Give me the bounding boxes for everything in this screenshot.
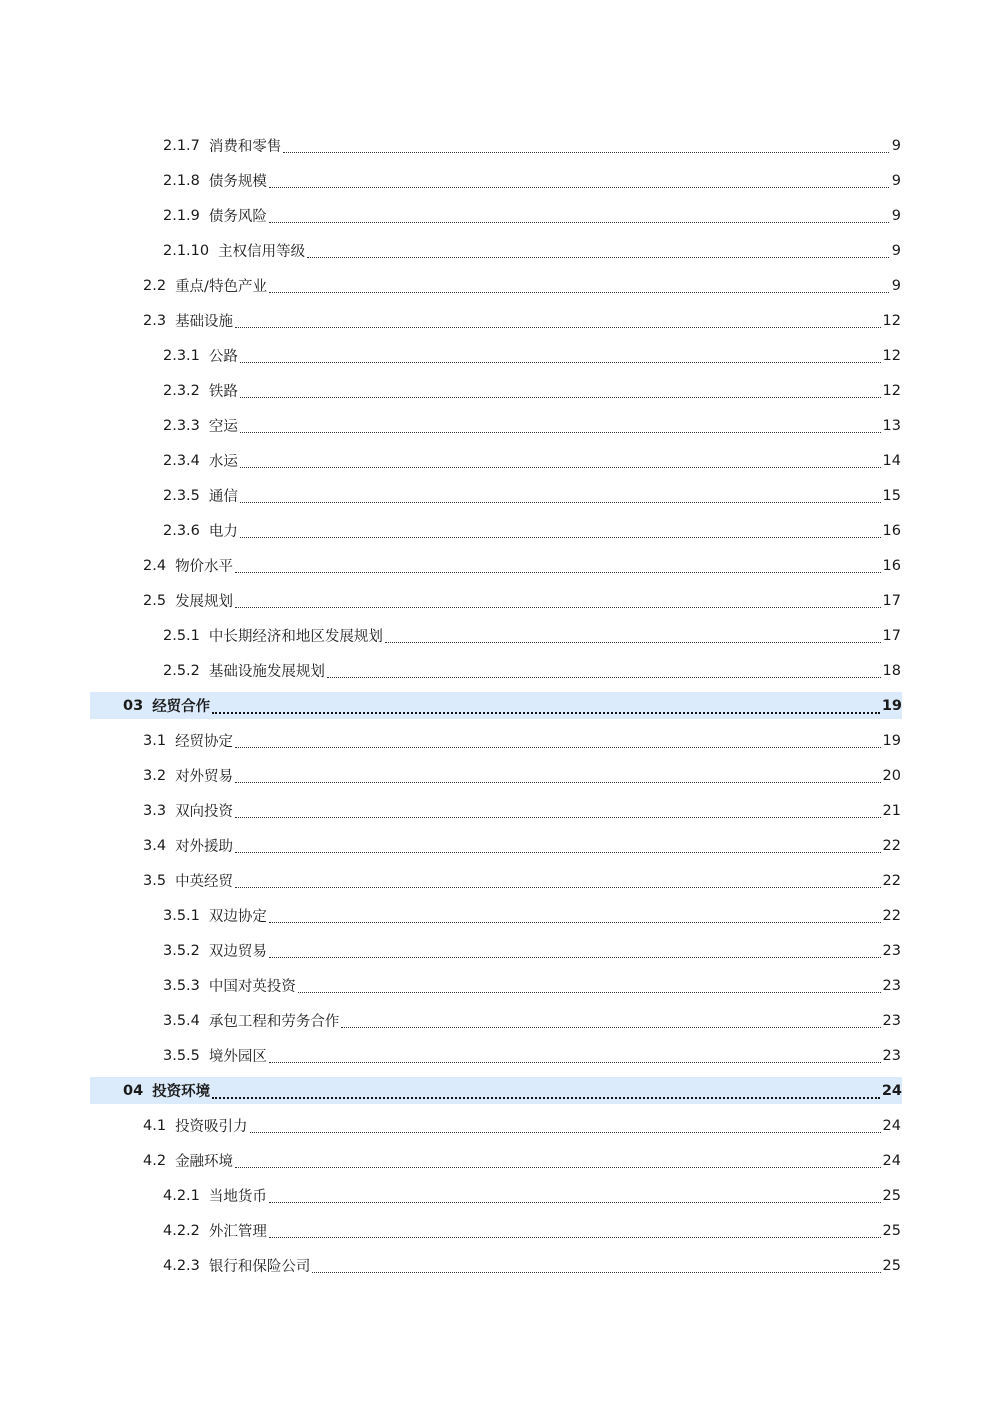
toc-entry-title: 中长期经济和地区发展规划 (208, 629, 383, 645)
toc-entry[interactable] (0, 198, 992, 233)
toc-entry-page-number: 15 (882, 487, 901, 504)
dot-leader (341, 1017, 880, 1028)
dot-leader (235, 772, 880, 783)
dot-leader (327, 667, 881, 678)
toc-entry-number: 4.2.1 (163, 1187, 200, 1204)
toc-entry-number: 2.5.1 (163, 627, 200, 644)
toc-entry-title: 银行和保险公司 (208, 1259, 311, 1275)
toc-entry-title: 基础设施发展规划 (208, 664, 325, 680)
toc-entry[interactable] (0, 1143, 992, 1178)
toc-entry[interactable] (0, 618, 992, 653)
dot-leader (269, 1192, 881, 1203)
toc-entry-page-number: 24 (881, 1082, 902, 1099)
toc-entry-title: 通信 (208, 489, 238, 505)
dot-leader (235, 807, 880, 818)
dot-leader (235, 1157, 880, 1168)
toc-entry-number: 3.5.4 (163, 1012, 200, 1029)
toc-entry-title: 债务风险 (208, 209, 267, 225)
table-of-contents (0, 128, 992, 1283)
toc-entry[interactable] (0, 1108, 992, 1143)
toc-entry-number: 2.1.10 (163, 242, 210, 259)
toc-entry[interactable] (0, 1038, 992, 1073)
toc-entry-title: 物价水平 (175, 559, 234, 575)
toc-entry-page-number: 22 (882, 837, 901, 854)
toc-entry-title: 主权信用等级 (218, 244, 306, 260)
toc-entry[interactable] (0, 548, 992, 583)
toc-entry-page-number: 22 (882, 907, 901, 924)
dot-leader (235, 842, 880, 853)
toc-entry-number: 3.5.5 (163, 1047, 200, 1064)
toc-entry-title: 经贸合作 (152, 699, 211, 715)
toc-entry-number: 2.1.9 (163, 207, 200, 224)
toc-entry-number: 3.4 (143, 837, 167, 854)
toc-entry-page-number: 21 (882, 802, 901, 819)
toc-entry-title: 公路 (208, 349, 238, 365)
toc-entry-number: 2.3.3 (163, 417, 200, 434)
toc-entry-number: 3.2 (143, 767, 167, 784)
toc-entry-title: 承包工程和劳务合作 (208, 1014, 340, 1030)
dot-leader (235, 597, 880, 608)
toc-entry-number: 2.3.1 (163, 347, 200, 364)
toc-entry-page-number: 19 (881, 697, 902, 714)
toc-entry-page-number: 25 (882, 1187, 901, 1204)
dot-leader (269, 912, 881, 923)
toc-entry[interactable] (0, 583, 992, 618)
toc-entry[interactable] (0, 1003, 992, 1038)
toc-entry-title: 投资环境 (152, 1084, 211, 1100)
toc-entry-page-number: 12 (882, 312, 901, 329)
toc-entry[interactable] (0, 443, 992, 478)
toc-entry[interactable] (0, 268, 992, 303)
dot-leader (269, 1052, 881, 1063)
toc-entry-number: 4.1 (143, 1117, 167, 1134)
toc-entry-title: 双向投资 (175, 804, 234, 820)
toc-entry-number: 04 (123, 1082, 144, 1099)
toc-entry[interactable] (0, 968, 992, 1003)
toc-entry-title: 中国对英投资 (208, 979, 296, 995)
toc-entry-title: 对外贸易 (175, 769, 234, 785)
toc-entry[interactable] (0, 723, 992, 758)
toc-entry-title: 双边贸易 (208, 944, 267, 960)
toc-entry-number: 2.3.2 (163, 382, 200, 399)
toc-entry[interactable] (0, 338, 992, 373)
toc-entry-page-number: 14 (882, 452, 901, 469)
toc-entry-page-number: 20 (882, 767, 901, 784)
dot-leader (283, 142, 889, 153)
toc-entry[interactable] (0, 898, 992, 933)
dot-leader (235, 562, 880, 573)
toc-entry-title: 重点/特色产业 (175, 279, 267, 295)
dot-leader (235, 317, 880, 328)
toc-entry-number: 2.5 (143, 592, 167, 609)
toc-entry-page-number: 16 (882, 522, 901, 539)
dot-leader (240, 492, 881, 503)
toc-entry-title: 外汇管理 (208, 1224, 267, 1240)
toc-entry[interactable] (0, 408, 992, 443)
dot-leader (212, 1087, 880, 1099)
toc-entry-page-number: 19 (882, 732, 901, 749)
toc-entry-page-number: 12 (882, 382, 901, 399)
dot-leader (240, 352, 881, 363)
toc-entry-number: 2.5.2 (163, 662, 200, 679)
toc-entry-page-number: 9 (891, 242, 901, 259)
toc-entry-page-number: 9 (891, 137, 901, 154)
toc-entry-page-number: 24 (882, 1117, 901, 1134)
toc-entry-page-number: 9 (891, 172, 901, 189)
toc-entry[interactable] (0, 933, 992, 968)
toc-entry[interactable] (0, 513, 992, 548)
toc-entry[interactable] (0, 303, 992, 338)
toc-entry-number: 2.3.4 (163, 452, 200, 469)
dot-leader (269, 947, 881, 958)
dot-leader (240, 527, 881, 538)
toc-entry[interactable] (0, 828, 992, 863)
toc-entry-title: 投资吸引力 (175, 1119, 248, 1135)
toc-chapter-entry[interactable] (90, 1077, 902, 1104)
toc-entry-page-number: 9 (891, 207, 901, 224)
toc-entry-page-number: 25 (882, 1257, 901, 1274)
toc-entry-page-number: 23 (882, 942, 901, 959)
toc-entry-title: 空运 (208, 419, 238, 435)
toc-entry-page-number: 23 (882, 977, 901, 994)
dot-leader (385, 632, 881, 643)
toc-entry-page-number: 17 (882, 627, 901, 644)
toc-entry-title: 发展规划 (175, 594, 234, 610)
toc-entry-title: 境外园区 (208, 1049, 267, 1065)
dot-leader (307, 247, 889, 258)
toc-entry-number: 3.3 (143, 802, 167, 819)
toc-entry-title: 消费和零售 (208, 139, 282, 155)
toc-entry[interactable] (0, 1248, 992, 1283)
toc-entry-title: 经贸协定 (175, 734, 234, 750)
toc-entry-page-number: 23 (882, 1012, 901, 1029)
toc-entry[interactable] (0, 478, 992, 513)
toc-entry-page-number: 22 (882, 872, 901, 889)
toc-entry[interactable] (0, 863, 992, 898)
toc-entry-page-number: 9 (891, 277, 901, 294)
toc-entry-title: 水运 (208, 454, 238, 470)
toc-entry-number: 2.1.7 (163, 137, 200, 154)
dot-leader (240, 387, 881, 398)
toc-entry-page-number: 12 (882, 347, 901, 364)
toc-entry-number: 2.3.6 (163, 522, 200, 539)
toc-entry[interactable] (0, 758, 992, 793)
toc-entry-number: 2.3 (143, 312, 167, 329)
toc-entry-title: 金融环境 (175, 1154, 234, 1170)
toc-entry-title: 中英经贸 (175, 874, 234, 890)
toc-entry-title: 对外援助 (175, 839, 234, 855)
toc-entry-number: 3.5.1 (163, 907, 200, 924)
toc-entry-title: 当地货币 (208, 1189, 267, 1205)
dot-leader (250, 1122, 881, 1133)
dot-leader (269, 1227, 881, 1238)
toc-entry-number: 4.2 (143, 1152, 167, 1169)
dot-leader (269, 282, 889, 293)
toc-entry-page-number: 16 (882, 557, 901, 574)
toc-entry-number: 2.2 (143, 277, 167, 294)
toc-entry-number: 2.4 (143, 557, 167, 574)
toc-entry-number: 03 (123, 697, 144, 714)
toc-entry-number: 2.3.5 (163, 487, 200, 504)
toc-entry-page-number: 24 (882, 1152, 901, 1169)
toc-entry[interactable] (0, 233, 992, 268)
dot-leader (235, 737, 880, 748)
dot-leader (298, 982, 881, 993)
toc-entry-number: 3.1 (143, 732, 167, 749)
toc-entry[interactable] (0, 653, 992, 688)
dot-leader (269, 177, 889, 188)
dot-leader (240, 422, 881, 433)
toc-entry[interactable] (0, 163, 992, 198)
toc-entry-title: 基础设施 (175, 314, 234, 330)
toc-entry-number: 3.5.3 (163, 977, 200, 994)
toc-entry-number: 4.2.3 (163, 1257, 200, 1274)
toc-entry-number: 3.5 (143, 872, 167, 889)
toc-entry[interactable] (0, 1213, 992, 1248)
dot-leader (212, 702, 880, 714)
dot-leader (312, 1262, 880, 1273)
toc-entry-page-number: 18 (882, 662, 901, 679)
toc-entry[interactable] (0, 793, 992, 828)
toc-entry-page-number: 23 (882, 1047, 901, 1064)
toc-entry-page-number: 17 (882, 592, 901, 609)
toc-entry-title: 电力 (208, 524, 238, 540)
toc-entry-title: 债务规模 (208, 174, 267, 190)
toc-entry[interactable] (0, 373, 992, 408)
toc-chapter-entry[interactable] (90, 692, 902, 719)
toc-entry[interactable] (0, 1178, 992, 1213)
toc-entry-title: 铁路 (208, 384, 238, 400)
toc-entry-number: 4.2.2 (163, 1222, 200, 1239)
toc-entry-page-number: 13 (882, 417, 901, 434)
toc-entry-number: 2.1.8 (163, 172, 200, 189)
toc-entry-page-number: 25 (882, 1222, 901, 1239)
toc-entry-number: 3.5.2 (163, 942, 200, 959)
dot-leader (240, 457, 881, 468)
dot-leader (269, 212, 889, 223)
toc-entry[interactable] (0, 128, 992, 163)
toc-entry-title: 双边协定 (208, 909, 267, 925)
dot-leader (235, 877, 880, 888)
